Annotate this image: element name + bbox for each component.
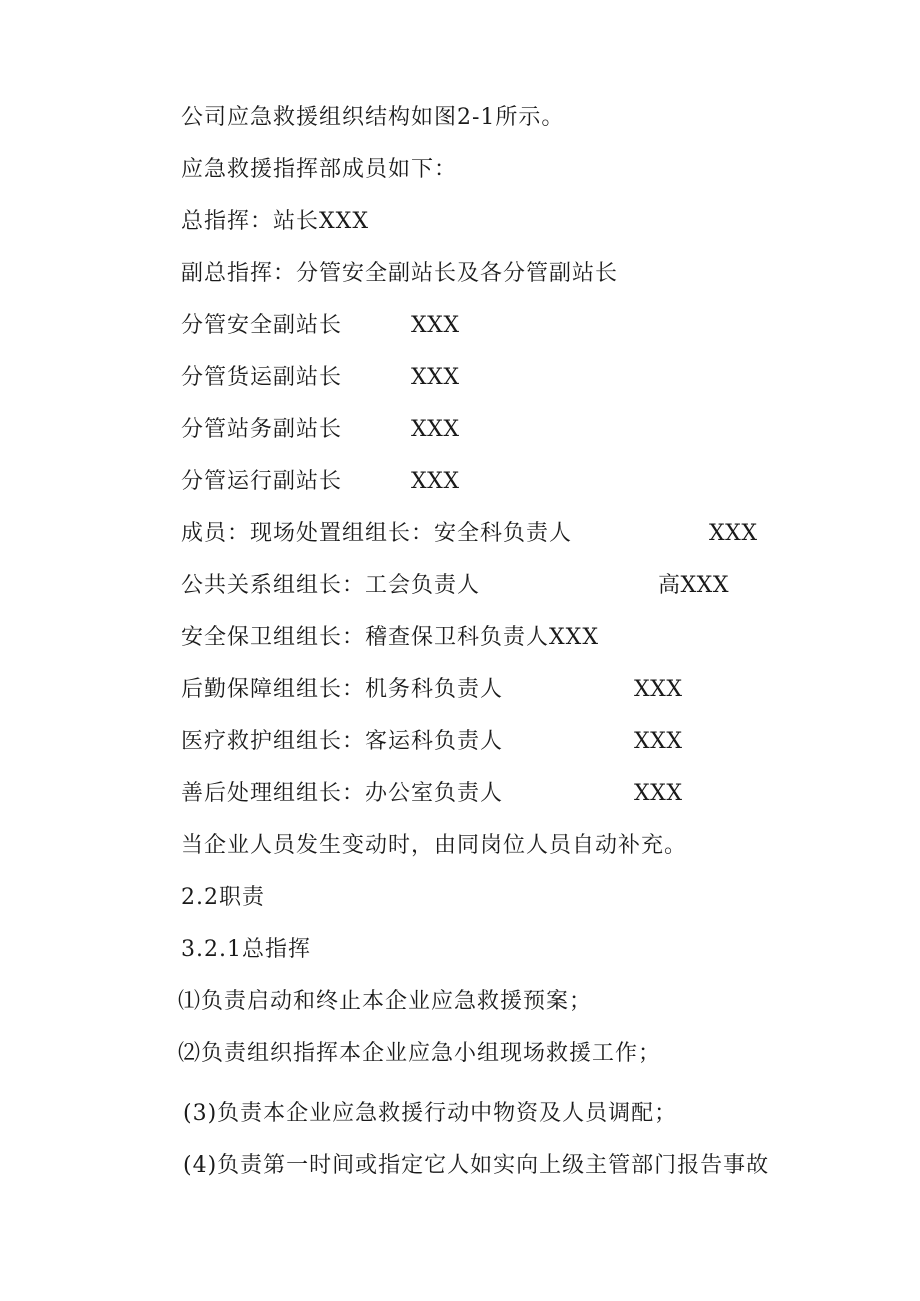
group-leader-name: XXX: [634, 729, 683, 754]
group-role: 善后处理组组长：办公室负责人: [181, 781, 504, 806]
duty-item: ⑴负责启动和终止本企业应急救援预案；: [178, 989, 593, 1014]
group-leader-name: 高XXX: [658, 573, 729, 598]
deputy-role: 分管运行副站长: [181, 469, 343, 494]
group-leader-name: XXX: [634, 677, 683, 702]
deputy-role: 分管货运副站长: [181, 365, 343, 390]
duty-item: ⑵负责组织指挥本企业应急小组现场救援工作；: [178, 1041, 662, 1066]
deputy-role: 分管安全副站长: [181, 313, 343, 338]
group-role: 后勤保障组组长：机务科负责人: [181, 677, 504, 702]
chief-commander: 总指挥：站长XXX: [181, 209, 369, 234]
group-role: 医疗救护组组长：客运科负责人: [181, 729, 504, 754]
section-subheading: 3.2.1总指挥: [181, 937, 311, 962]
structure-note: 公司应急救援组织结构如图2-1所示。: [181, 105, 565, 130]
group-role: 安全保卫组组长：稽查保卫科负责人XXX: [181, 625, 599, 650]
duty-item: (3)负责本企业应急救援行动中物资及人员调配；: [183, 1101, 678, 1126]
deputy-name: XXX: [411, 417, 460, 442]
members-heading: 应急救援指挥部成员如下：: [181, 157, 458, 182]
replacement-note: 当企业人员发生变动时，由同岗位人员自动补充。: [181, 833, 688, 858]
group-leader-name: XXX: [709, 521, 758, 546]
duty-item: (4)负责第一时间或指定它人如实向上级主管部门报告事故: [183, 1153, 770, 1178]
group-role: 公共关系组组长：工会负责人: [181, 573, 481, 598]
deputy-name: XXX: [411, 313, 460, 338]
group-leader-name: XXX: [634, 781, 683, 806]
section-heading: 2.2职责: [181, 885, 265, 910]
group-role: 成员：现场处置组组长：安全科负责人: [181, 521, 573, 546]
deputy-name: XXX: [411, 469, 460, 494]
deputy-name: XXX: [411, 365, 460, 390]
deputy-commander: 副总指挥：分管安全副站长及各分管副站长: [181, 261, 619, 286]
deputy-role: 分管站务副站长: [181, 417, 343, 442]
